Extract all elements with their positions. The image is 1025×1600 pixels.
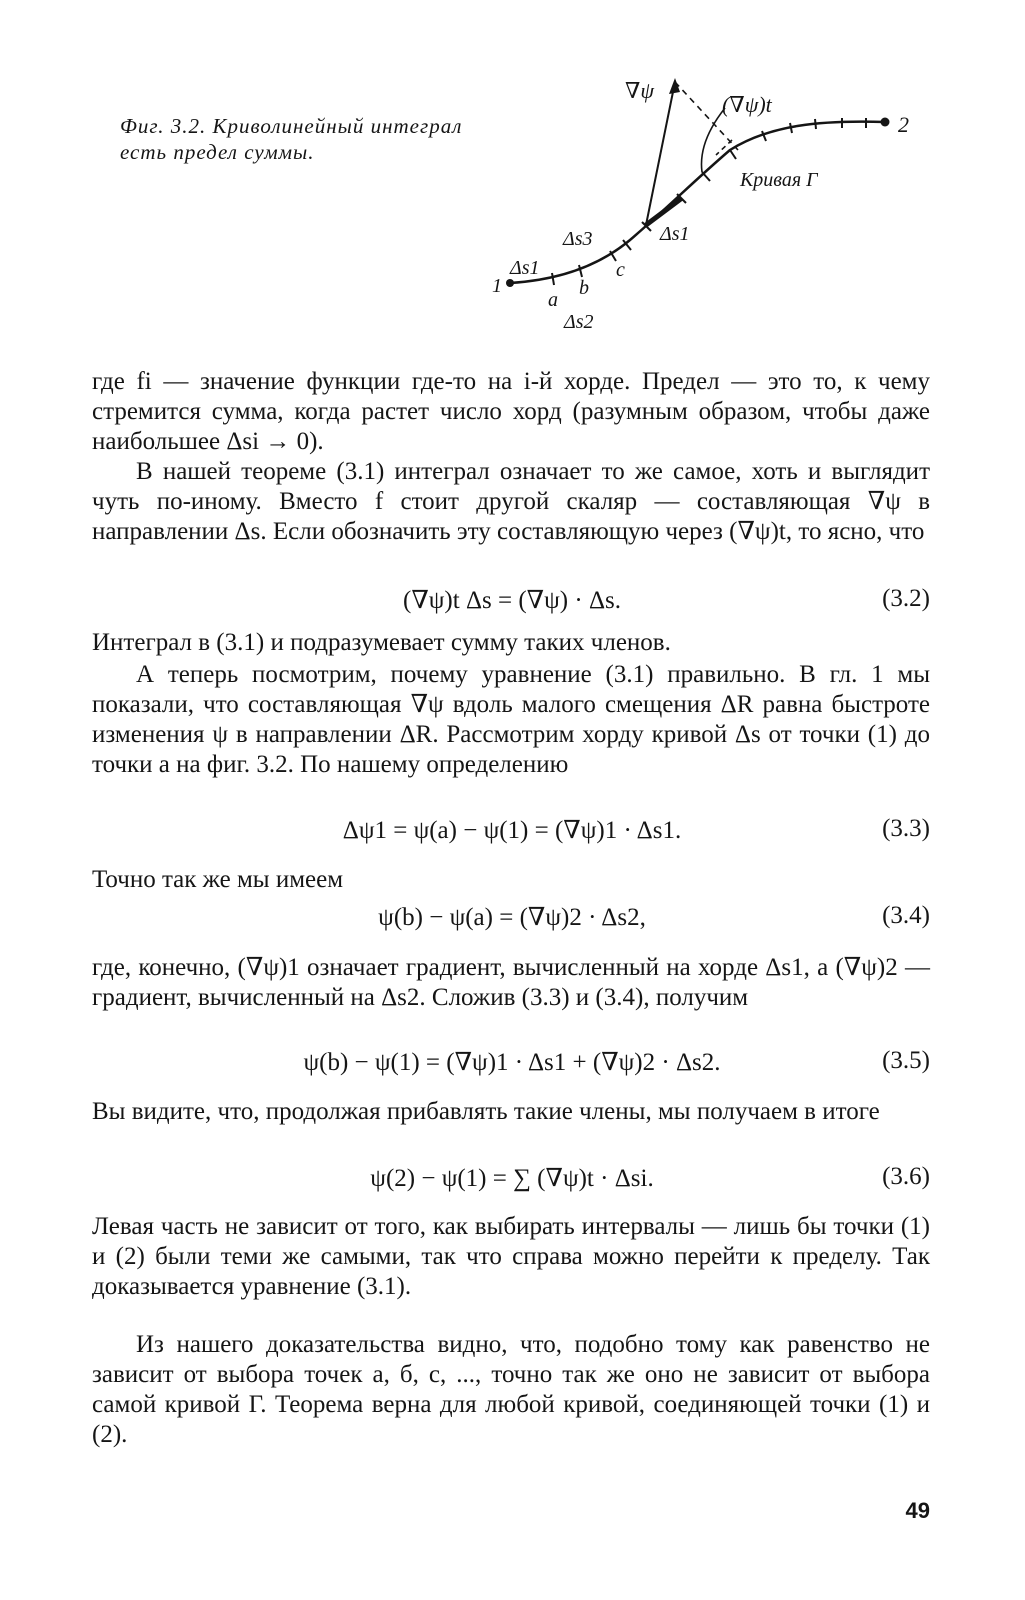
angle-arc — [701, 108, 725, 172]
figure-curve-diagram — [470, 70, 930, 370]
label-ds2: Δs2 — [564, 311, 594, 333]
paragraph-3: Интеграл в (3.1) и подразумевает сумму таких членов. — [92, 629, 671, 656]
paragraph-8: Левая часть не зависит от того, как выбирать интервалы — лишь бы точки (1) и (2) были теми же самыми, так что справа можно перейти к пределу. Так доказывается уравнение (3.1). — [92, 1213, 930, 1300]
curve-gamma — [510, 122, 885, 283]
label-point-1: 1 — [492, 275, 502, 297]
label-grad-t: (∇ψ)t — [722, 92, 772, 117]
equation-3-5 — [92, 1047, 930, 1079]
label-b: b — [579, 277, 589, 299]
right-angle-dash — [716, 140, 732, 155]
page-number: 49 — [905, 1498, 930, 1523]
equation-3-4 — [92, 902, 930, 934]
equation-3-2-formula: (∇ψ)t Δs = (∇ψ) · Δs. — [403, 587, 621, 614]
label-grad: ∇ψ — [625, 78, 655, 103]
equation-3-5-number: (3.5) — [882, 1047, 930, 1074]
label-point-2: 2 — [898, 112, 909, 137]
paragraph-5: Точно так же мы имеем — [92, 866, 344, 893]
equation-3-6-number: (3.6) — [882, 1163, 930, 1190]
paragraph-6: где, конечно, (∇ψ)1 означает градиент, вычисленный на хорде Δs1, а (∇ψ)2 — градиент, вычисленный на Δs2. Сложив (3.3) и (3.4), получим — [92, 954, 930, 1011]
label-ds1-near: Δs1 — [660, 223, 690, 245]
equation-3-3-number: (3.3) — [882, 815, 930, 842]
equation-3-4-formula: ψ(b) − ψ(a) = (∇ψ)2 · Δs2, — [378, 904, 646, 931]
label-curve: Кривая Г — [740, 169, 818, 191]
equation-3-6-formula: ψ(2) − ψ(1) = ∑ (∇ψ)t · Δsi. — [370, 1165, 654, 1192]
equation-3-3-formula: Δψ1 = ψ(a) − ψ(1) = (∇ψ)1 · Δs1. — [342, 817, 682, 844]
label-c: c — [616, 259, 625, 281]
paragraph-2: В нашей теореме (3.1) интеграл означает то же самое, хоть и выглядит чуть по-иному. Вместо f стоит другой скаляр — составляющая ∇ψ в направлении Δs. Если обозначить эту составляющую через (∇ψ)t, то ясно, что — [92, 458, 930, 545]
label-a: a — [548, 289, 558, 311]
point-1-dot — [506, 279, 514, 287]
equation-3-5-formula: ψ(b) − ψ(1) = (∇ψ)1 · Δs1 + (∇ψ)2 · Δs2. — [303, 1049, 721, 1076]
figure-caption: Фиг. 3.2. Криволинейный интеграл есть предел суммы. — [120, 114, 463, 164]
equation-3-2-number: (3.2) — [882, 585, 930, 612]
point-2-dot — [881, 118, 890, 127]
paragraph-1: где fi — значение функции где-то на i-й хорде. Предел — это то, к чему стремится сумма, когда растет число хорд (разумным образом, чтобы даже наибольшее Δsi → 0). — [92, 368, 930, 455]
label-ds1: Δs1 — [510, 257, 540, 279]
paragraph-9: Из нашего доказательства видно, что, подобно тому как равенство не зависит от выбора точек a, б, c, ..., точно так же оно не зависит от выбора самой кривой Г. Теорема верна для любой кривой, соединяющей точки (1) и (2). — [92, 1331, 930, 1448]
equation-3-4-number: (3.4) — [882, 902, 930, 929]
equation-3-3 — [92, 815, 930, 847]
paragraph-4: А теперь посмотрим, почему уравнение (3.1) правильно. В гл. 1 мы показали, что составляющая ∇ψ вдоль малого смещения ΔR равна быстроте изменения ψ в направлении ΔR. Рассмотрим хорду кривой Δs от точки (1) до точки a на фиг. 3.2. По нашему определению — [92, 661, 930, 778]
label-ds3: Δs3 — [563, 228, 593, 250]
paragraph-7: Вы видите, что, продолжая прибавлять такие члены, мы получаем в итоге — [92, 1098, 880, 1125]
equation-3-6 — [92, 1163, 930, 1195]
equation-3-2 — [92, 585, 930, 617]
curve-diagram-svg — [470, 70, 930, 370]
